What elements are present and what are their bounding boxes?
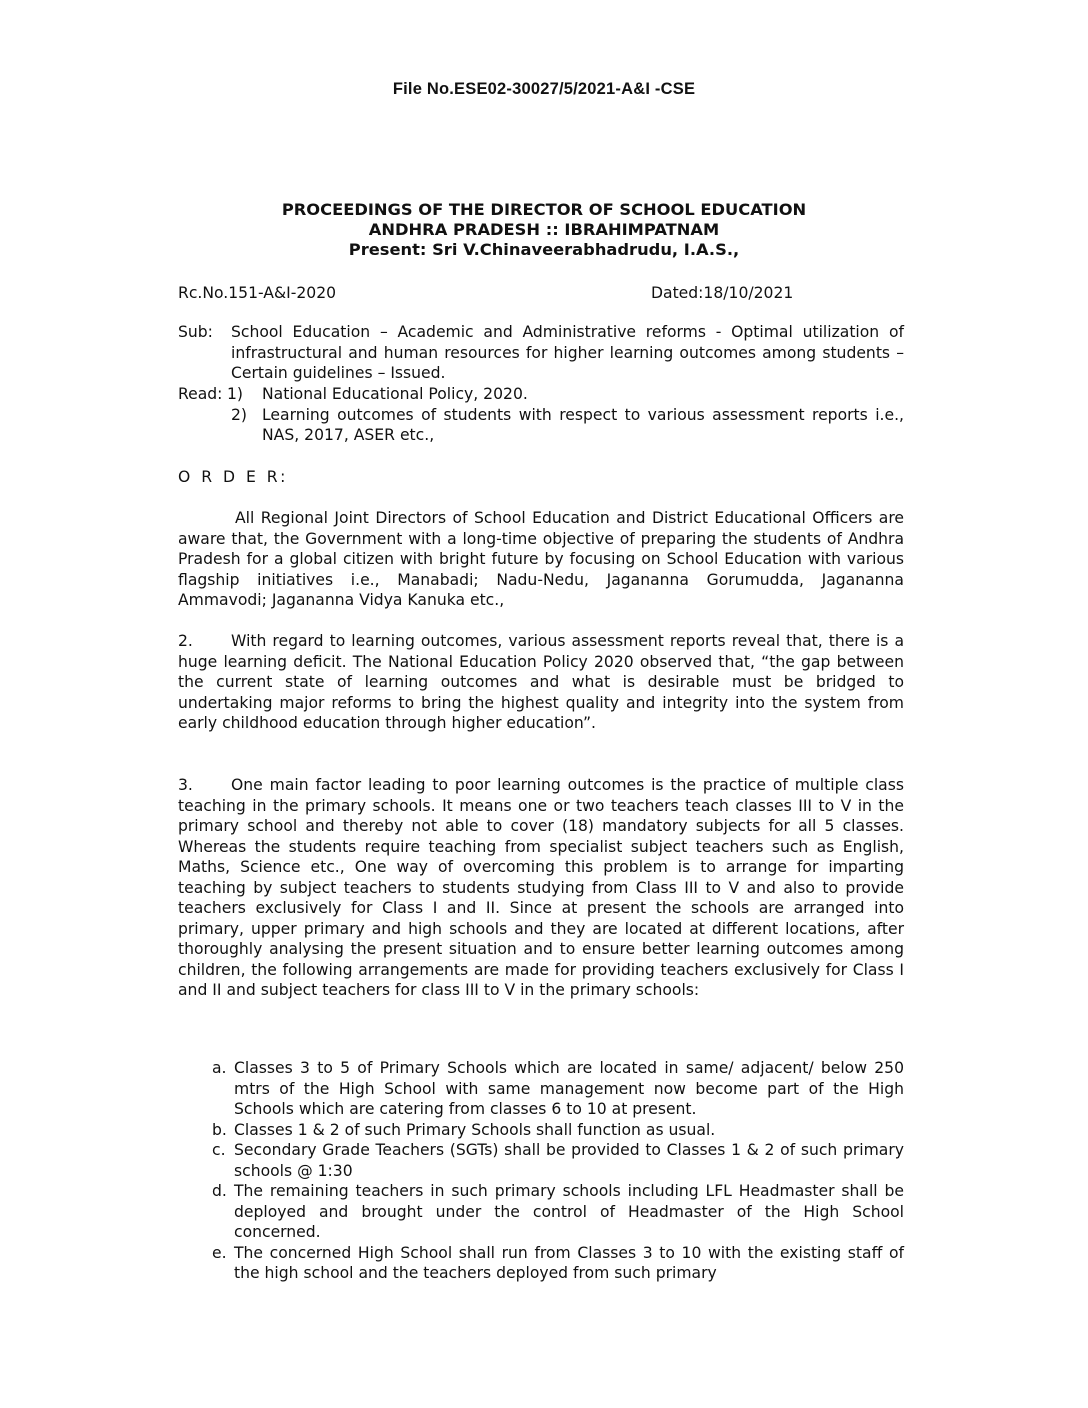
heading-line-2: ANDHRA PRADESH :: IBRAHIMPATNAM [368,220,720,239]
list-item-text: Classes 1 & 2 of such Primary Schools shall function as usual. [234,1120,716,1139]
paragraph-text: All Regional Joint Directors of School Education and District Educational Officers are aware that, the Government with a long-time objective of preparing the students of Andhra Pradesh for a global citizen with bright future by focusing on School Education with various flagship initiatives i.e., Manabadi; Nadu-Nedu, Jagananna Gorumudda, Jagananna Ammavodi; Jagananna Vidya Kanuka etc., [178,509,904,609]
read-block [178,384,904,446]
paragraph-text: One main factor leading to poor learning outcomes is the practice of multiple class teaching in the primary schools. It means one or two teachers teach classes III to V in the primary school and thereby not able to cover (18) mandatory subjects for all 5 classes. Whereas the students require teaching from specialist subject teachers such as English, Maths, Science etc., One way of overcoming this problem is to arrange for imparting teaching by subject teachers to students studying from Class III to V and also to provide teachers exclusively for Class I and II. Since at present the schools are arranged into primary, upper primary and high schools and they are located at different locations, after thoroughly analysing the present situation and to ensure better learning outcomes among children, the following arrangements are made for providing teachers exclusively for Class I and II and subject teachers for class III to V in the primary schools: [178,776,904,999]
read-label: Read: [178,385,223,403]
read-item-text: Learning outcomes of students with respect to various assessment reports i.e., NAS, 2017, ASER etc., [262,405,904,444]
paragraph-2 [178,631,904,734]
proceedings-heading [0,200,1088,260]
subject-block [178,322,904,384]
heading-line-3: Present: Sri V.Chinaveerabhadrudu, I.A.S., [348,240,740,259]
list-item-label: c. [212,1141,226,1159]
list-item [212,1181,904,1243]
paragraph-number: 3. [178,776,193,794]
read-item-text: National Educational Policy, 2020. [262,385,528,403]
rc-number: Rc.No.151-A&I-2020 [178,284,337,302]
file-number: File No.ESE02-30027/5/2021-A&I -CSE [392,80,696,98]
paragraph-1 [178,508,904,611]
list-item-label: d. [212,1182,227,1200]
list-item-label: b. [212,1120,227,1139]
paragraph-number: 2. [178,632,193,650]
order-title: O R D E R: [178,468,289,486]
read-item-number: 2) [231,405,248,424]
list-item [212,1058,904,1120]
list-item [212,1120,904,1141]
list-item-text: The concerned High School shall run from Classes 3 to 10 with the existing staff of the high school and the teachers deployed from such primary [234,1243,904,1282]
dated: Dated:18/10/2021 [651,284,794,302]
list-item-text: The remaining teachers in such primary schools including LFL Headmaster shall be deployed and brought under the control of Headmaster of the High School concerned. [234,1182,904,1241]
list-item [212,1140,904,1181]
paragraph-text: With regard to learning outcomes, various assessment reports reveal that, there is a huge learning deficit. The National Education Policy 2020 observed that, “the gap between the current state of learning outcomes and what is desirable must be bridged to undertaking major reforms to bring the highest quality and integrity into the system from early childhood education through higher education”. [178,632,904,732]
paragraph-3 [178,775,904,1001]
read-item-number: 1) [227,385,244,403]
subject-text: School Education – Academic and Administrative reforms - Optimal utilization of infrastructural and human resources for higher learning outcomes among students – Certain guidelines – Issued. [231,323,904,382]
arrangements-list [212,1058,904,1284]
heading-line-1: PROCEEDINGS OF THE DIRECTOR OF SCHOOL EDUCATION [281,200,807,219]
list-item-label: e. [212,1243,227,1262]
list-item-text: Secondary Grade Teachers (SGTs) shall be provided to Classes 1 & 2 of such primary schools @ 1:30 [234,1141,904,1180]
list-item [212,1243,904,1284]
list-item-label: a. [212,1059,227,1077]
list-item-text: Classes 3 to 5 of Primary Schools which are located in same/ adjacent/ below 250 mtrs of the High School with same management now become part of the High Schools which are catering from classes 6 to 10 at present. [234,1059,904,1118]
subject-label: Sub: [178,323,213,341]
